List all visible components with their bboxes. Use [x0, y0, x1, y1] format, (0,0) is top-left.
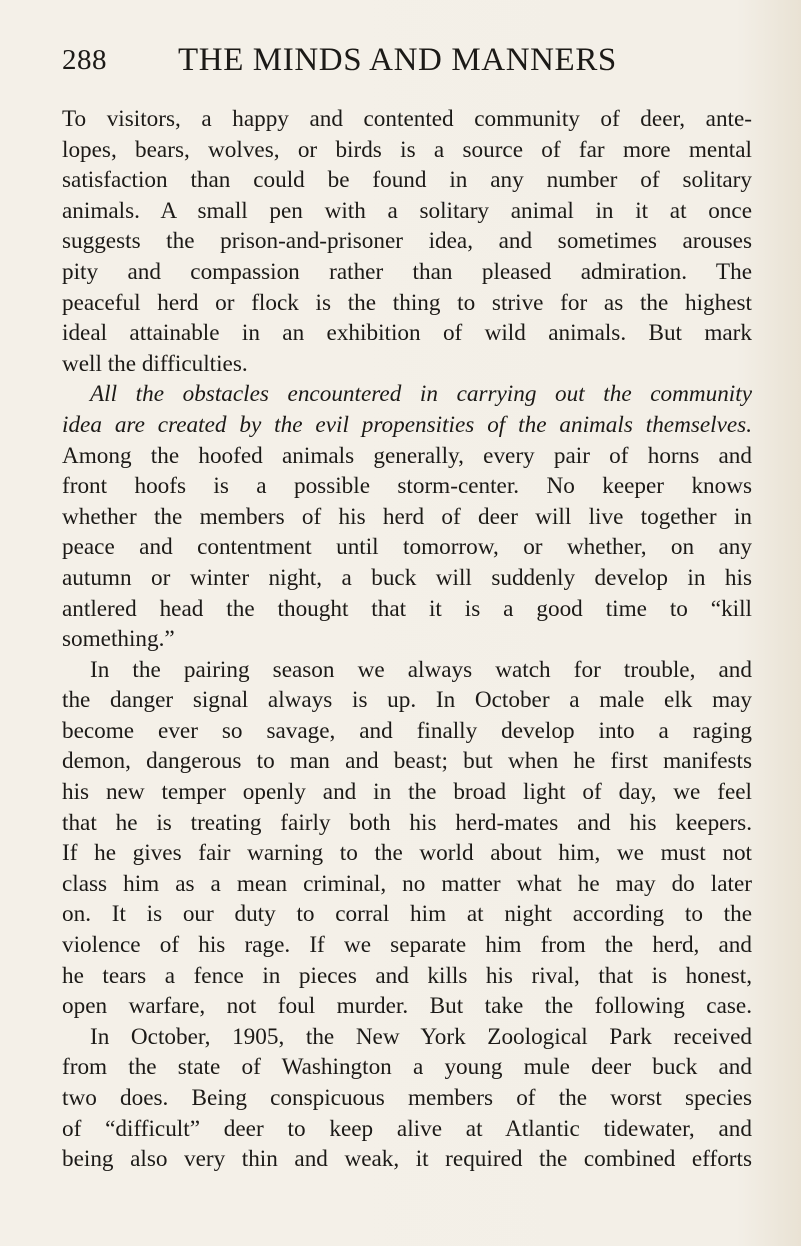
page-number: 288 [62, 44, 107, 76]
text-line: antlered head the thought that it is a good time to “kill [62, 595, 752, 622]
text-line: well the difficulties. [62, 350, 248, 377]
text-line: become ever so savage, and finally develop into a raging [62, 717, 752, 744]
text-line: something.” [62, 626, 175, 653]
italic-text-line: idea are created by the evil propensities of the animals themselves. [62, 411, 752, 438]
text-line: front hoofs is a possible storm-center. No keeper knows [62, 473, 752, 500]
text-line: demon, dangerous to man and beast; but when he first manifests [62, 748, 752, 775]
text-line: open warfare, not foul murder. But take the following case. [62, 993, 752, 1020]
text-line: In October, 1905, the New York Zoological Park received [90, 1023, 752, 1050]
text-line: autumn or winter night, a buck will suddenly develop in his [62, 564, 752, 591]
text-line: whether the members of his herd of deer will live together in [62, 503, 752, 530]
text-line: he tears a fence in pieces and kills his rival, that is honest, [62, 962, 752, 989]
text-line: the danger signal always is up. In October a male elk may [62, 687, 752, 714]
text-line: pity and compassion rather than pleased admiration. The [62, 258, 752, 285]
text-line: being also very thin and weak, it required the combined efforts [62, 1146, 752, 1173]
running-head: THE MINDS AND MANNERS [178, 42, 617, 78]
text-line: suggests the prison-and-prisoner idea, and sometimes arouses [62, 228, 752, 255]
text-line: violence of his rage. If we separate him from the herd, and [62, 932, 752, 959]
text-line: class him as a mean criminal, no matter what he may do later [62, 870, 752, 897]
text-line: of “difficult” deer to keep alive at Atlantic tidewater, and [62, 1115, 752, 1142]
text-line: peace and contentment until tomorrow, or whether, on any [62, 534, 752, 561]
text-line: peaceful herd or flock is the thing to strive for as the highest [62, 289, 752, 316]
text-line: satisfaction than could be found in any number of solitary [62, 167, 752, 194]
text-line: If he gives fair warning to the world about him, we must not [62, 840, 752, 867]
text-line: from the state of Washington a young mule deer buck and [62, 1054, 752, 1081]
text-line: animals. A small pen with a solitary animal in it at once [62, 197, 752, 224]
text-line: lopes, bears, wolves, or birds is a source of far more mental [62, 136, 752, 163]
text-line: that he is treating fairly both his herd-mates and his keepers. [62, 809, 752, 836]
italic-text-line: All the obstacles encountered in carrying out the community [90, 381, 752, 408]
text-line: ideal attainable in an exhibition of wild animals. But mark [62, 320, 752, 347]
page-header [62, 40, 752, 80]
text-line: his new temper openly and in the broad light of day, we feel [62, 779, 752, 806]
text-line: on. It is our duty to corral him at night according to the [62, 901, 752, 928]
text-line: two does. Being conspicuous members of the worst species [62, 1085, 752, 1111]
text-line: In the pairing season we always watch for trouble, and [90, 656, 752, 683]
body-text [62, 104, 752, 1175]
text-line: Among the hoofed animals generally, every pair of horns and [62, 442, 752, 469]
text-line: To visitors, a happy and contented community of deer, ante- [62, 106, 752, 132]
